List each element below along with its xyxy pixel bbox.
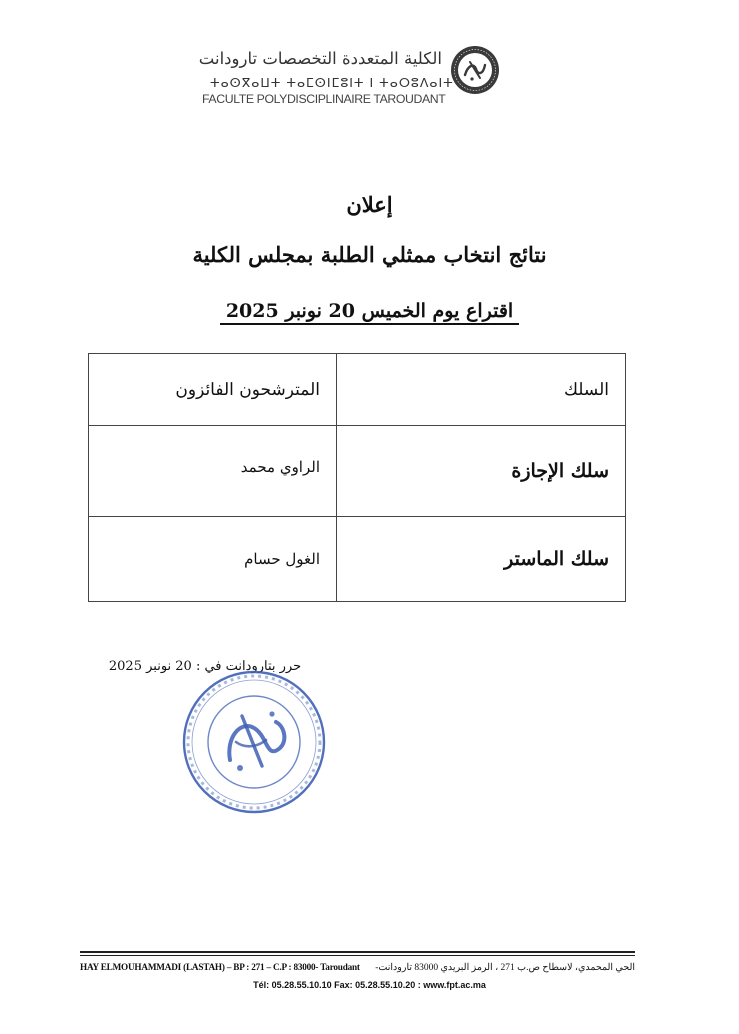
winner-cell: الغول حسام — [89, 517, 337, 602]
announcement-heading: إعلان — [346, 192, 393, 217]
winner-cell: الراوي محمد — [89, 426, 337, 517]
cycle-cell: سلك الإجازة — [337, 426, 626, 517]
results-table — [88, 353, 626, 602]
official-stamp-icon — [180, 668, 328, 816]
footer-contact: Tél: 05.28.55.10.10 Fax: 05.28.55.10.20 : www.fpt.ac.ma — [253, 980, 486, 990]
table-header-row — [89, 354, 626, 426]
footer-divider — [80, 951, 635, 953]
faculty-header — [198, 45, 500, 115]
table-row — [89, 426, 626, 517]
faculty-name-tifinagh: ⵜⴰⵙⴳⴰⵡⵜ ⵜⴰⵎⵙⵏⵎⵓⵏⵜ ⵏ ⵜⴰⵔⵓⴷⴰⵏⵜ — [210, 75, 454, 90]
footer-address — [80, 962, 635, 978]
header-winners: المترشحون الفائزون — [89, 354, 337, 426]
issue-date: حرر بتارودانت في : 20 نونبر 2025 — [108, 659, 302, 674]
cycle-cell: سلك الماستر — [337, 517, 626, 602]
faculty-logo-icon — [450, 45, 500, 95]
faculty-name-french: FACULTE POLYDISCIPLINAIRE TAROUDANT — [202, 92, 446, 106]
header-cycle: السلك — [337, 354, 626, 426]
footer-address-arabic: الحي المحمدي، لاسطاح ص.ب 271 ، الرمز البريدي 83000 تارودانت- — [375, 963, 635, 973]
faculty-name-arabic: الكلية المتعددة التخصصات تارودانت — [198, 49, 442, 68]
announcement-title: نتائج انتخاب ممثلي الطلبة بمجلس الكلية — [192, 242, 547, 267]
ballot-date-text: اقتراع يوم الخميس 20 نونبر 2025 — [220, 300, 519, 325]
table-row — [89, 517, 626, 602]
footer-address-french: HAY ELMOUHAMMADI (LASTAH) – BP : 271 – C.P : 83000- Taroudant — [80, 962, 360, 972]
footer-divider-thin — [80, 955, 635, 956]
ballot-date — [0, 300, 739, 322]
